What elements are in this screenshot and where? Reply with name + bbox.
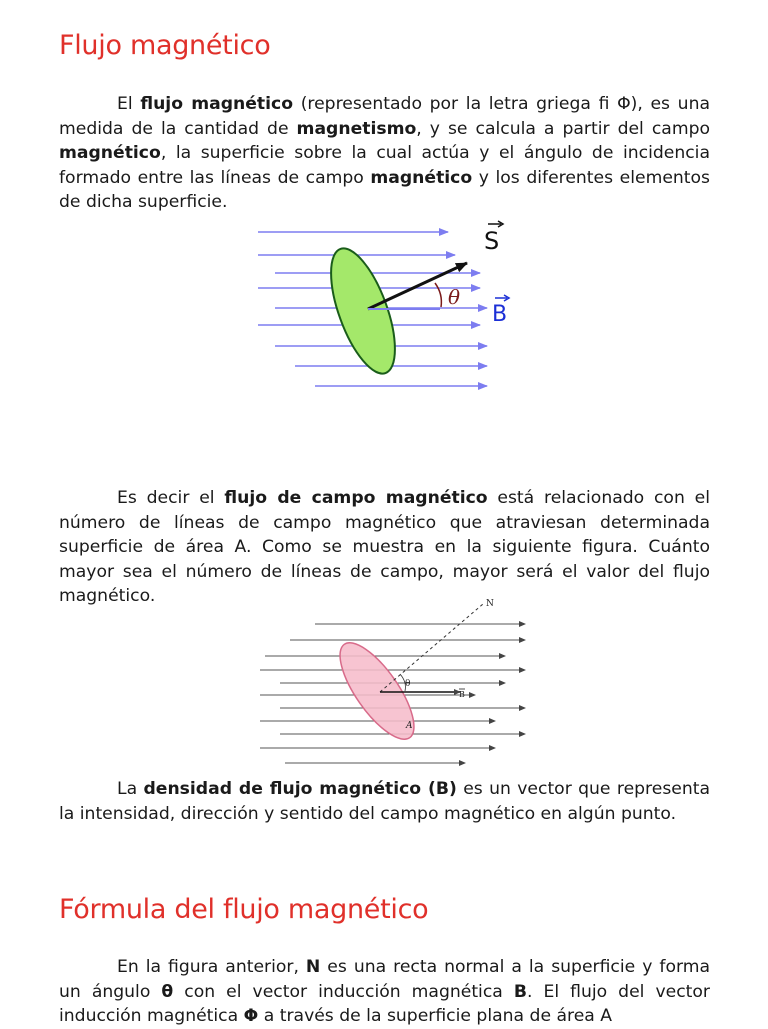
angle-arc: [435, 283, 441, 307]
text-span: está relacionado con el número de líneas de campo magnético que atraviesan determinada superficie de área A. Como se muestra en la siguiente figura. Cuánto mayor sea el número de líneas de campo, mayor será el valor del flujo magnético.: [59, 488, 710, 607]
label-a: A: [406, 721, 413, 731]
text-span: En la figura anterior,: [117, 957, 306, 977]
surface-ellipse: [327, 632, 427, 749]
text-span: Es decir el: [117, 488, 225, 508]
text-span: , la superficie sobre la cual actúa y el ángulo de incidencia formado entre las líneas de campo: [59, 143, 710, 188]
label-b: [459, 689, 465, 699]
label-theta: θ: [405, 679, 411, 689]
bold-term: N: [305, 957, 321, 977]
text-span: . El flujo del vector inducción magnética: [59, 981, 710, 1027]
paragraph-definition: [59, 92, 710, 215]
text-span: es un vector que representa la intensidad, dirección y sentido del campo magnético en algún punto.: [59, 779, 711, 824]
bold-term: θ: [161, 981, 174, 1002]
text-span: con el vector inducción magnética: [173, 981, 514, 1002]
bold-term: flujo magnético: [140, 94, 294, 114]
bold-term: magnetismo: [296, 118, 417, 139]
section-title-flujo: Flujo magnético: [59, 30, 271, 61]
flux-diagram-figure-1: [255, 218, 525, 398]
svg-text:S: S: [484, 227, 500, 255]
paragraph-formula: [59, 955, 710, 1029]
text-span: y los diferentes elementos de dicha superficie.: [59, 167, 710, 213]
paragraph-density: [59, 777, 710, 826]
bold-term: flujo de campo magnético: [224, 488, 488, 508]
text-span: (representado por la letra griega fi Φ), es una medida de la cantidad de: [59, 94, 711, 139]
text-span: La: [117, 779, 144, 799]
text-span: a través de la superficie plana de área A: [258, 1006, 613, 1027]
flux-diagram-figure-2: [255, 598, 555, 773]
bold-term: B: [513, 981, 527, 1002]
svg-text:B: B: [459, 690, 465, 699]
bold-term: magnético: [370, 167, 473, 188]
text-span: es una recta normal a la superficie y forma un ángulo: [59, 957, 710, 1002]
bold-term: densidad de flujo magnético (B): [143, 779, 457, 799]
label-theta: θ: [448, 285, 461, 309]
paragraph-field-lines: [59, 486, 710, 609]
bold-term: magnético: [59, 143, 161, 164]
surface-ellipse: [318, 241, 408, 381]
label-n: N: [486, 599, 494, 609]
svg-text:B: B: [492, 302, 508, 327]
section-title-formula: Fórmula del flujo magnético: [59, 894, 429, 925]
label-b: [492, 295, 509, 327]
label-s: [484, 221, 503, 255]
text-span: El: [117, 94, 141, 114]
bold-term: Φ: [243, 1006, 259, 1027]
normal-line: [380, 604, 483, 692]
text-span: , y se calcula a partir del campo: [416, 118, 710, 139]
